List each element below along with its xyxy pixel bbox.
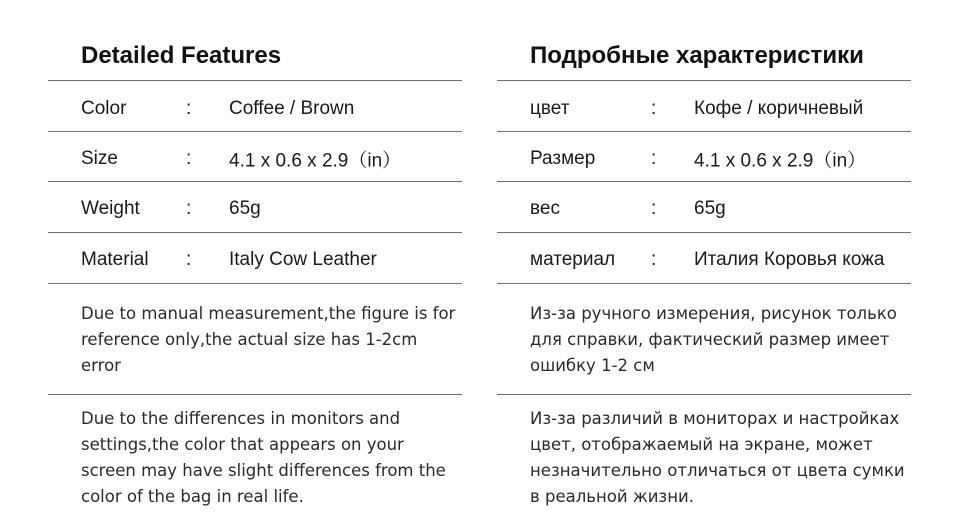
english-row-material (48, 235, 462, 285)
measurement-note: Из-за ручного измерения, рисунок только для справки, фактический размер имеет ошибку 1-2 см (530, 304, 897, 375)
row-label: Material (81, 249, 149, 270)
color-difference-note: Из-за различий в мониторах и настройках цвет, отображаемый на экране, может незначительно отличаться от цвета сумки в реальной жизни. (530, 409, 905, 506)
divider (48, 80, 462, 81)
row-colon: : (651, 148, 657, 169)
divider (497, 131, 911, 132)
measurement-note: Due to manual measurement,the figure is for reference only,the actual size has 1-2cm error (81, 304, 456, 375)
row-value: Coffee / Brown (229, 98, 355, 119)
russian-row-material (497, 235, 911, 285)
row-label: Size (81, 148, 118, 169)
russian-row-color (497, 84, 911, 134)
english-row-size (48, 134, 462, 184)
color-difference-note: Due to the differences in monitors and settings,the color that appears on your screen may have slight differences from the color of the bag in real life. (81, 409, 446, 506)
row-colon: : (186, 249, 192, 270)
row-value: 65g (229, 198, 261, 219)
divider (48, 283, 462, 284)
row-value: Italy Cow Leather (229, 249, 377, 270)
row-colon: : (186, 98, 192, 119)
divider (48, 232, 462, 233)
divider (48, 131, 462, 132)
row-label: цвет (530, 98, 570, 119)
divider (48, 181, 462, 182)
divider (497, 283, 911, 284)
english-row-color (48, 84, 462, 134)
row-colon: : (186, 198, 192, 219)
row-value: 4.1 x 0.6 x 2.9（in） (229, 150, 402, 172)
divider (497, 232, 911, 233)
row-label: вес (530, 198, 560, 219)
row-colon: : (651, 198, 657, 219)
divider (497, 394, 911, 395)
row-value: 4.1 x 0.6 x 2.9（in） (694, 150, 867, 172)
russian-row-weight (497, 184, 911, 234)
row-colon: : (186, 148, 192, 169)
russian-row-size (497, 134, 911, 184)
row-value: 65g (694, 198, 726, 219)
divider (48, 394, 462, 395)
row-label: Weight (81, 198, 140, 219)
row-value: Кофе / коричневый (694, 98, 864, 119)
english-title: Detailed Features (81, 42, 282, 69)
russian-title: Подробные характеристики (530, 42, 864, 69)
row-label: материал (530, 249, 616, 270)
divider (497, 80, 911, 81)
row-label: Color (81, 98, 127, 119)
row-label: Размер (530, 148, 596, 169)
row-colon: : (651, 98, 657, 119)
english-row-weight (48, 184, 462, 234)
row-value: Италия Коровья кожа (694, 249, 885, 270)
divider (497, 181, 911, 182)
row-colon: : (651, 249, 657, 270)
